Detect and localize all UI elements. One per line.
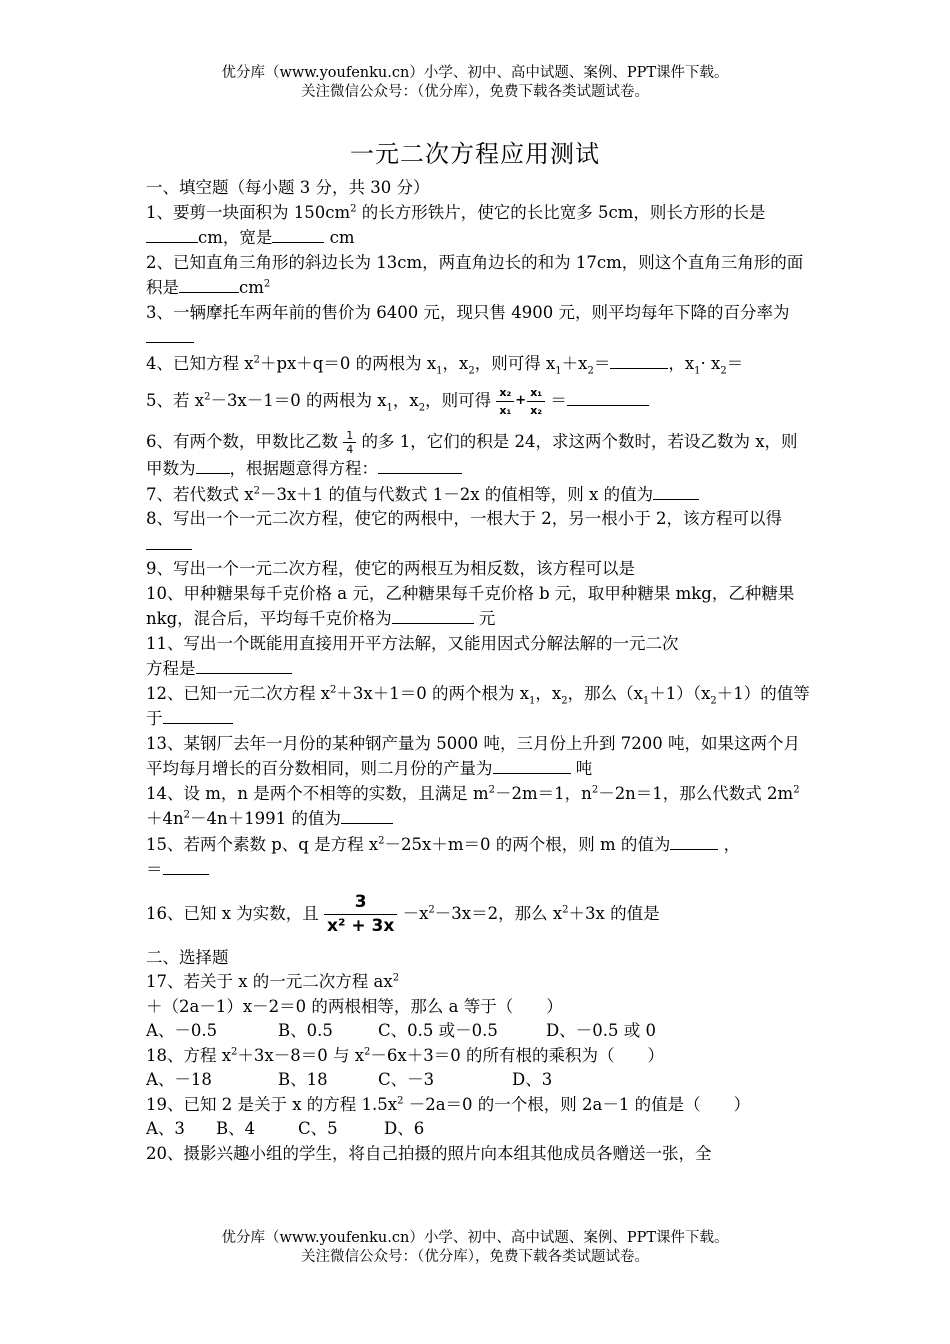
option-b: B、0.5: [278, 1021, 333, 1040]
question-11: 11、写出一个既能用直接用开平方法解，又能用因式分解法解的一元二次 方程是: [146, 633, 679, 678]
plus-sign: +: [515, 393, 527, 409]
option-a: A、－0.5: [146, 1021, 218, 1040]
answer-blank: [392, 606, 474, 624]
question-5: 5、若 $x^2-3x-1=0$ 的两根为 $x_1$，$x_2$，则可得 $\frac{\text{x₂}}{\text{x₁}}$ + $\frac{\text{x₁}}{\text{x₂}}$ ＝: [146, 384, 810, 419]
question-19: 19、已知 2 是关于 x 的方程 $1.5x^2 -2a=0$ 的一个根，则 2a－1 的值是（ ）: [146, 1094, 751, 1114]
answer-blank: [493, 756, 571, 774]
option-c: C、5: [298, 1119, 338, 1138]
answer-blank: [196, 456, 230, 474]
question-14: 14、设 m，n 是两个不相等的实数，且满足 $m^2-2m=1$，$n^2-2n=1$，那么代数式 $2m^2+4n^2-4n+1991$ 的值为: [146, 783, 800, 828]
question-4: 4、已知方程 $x^2+px+q=0$ 的两根为 $x_1$，$x_2$，则可得 $x_1+x_2=$ ，$x_1\cdot x_2=$: [146, 351, 810, 377]
option-d: D、3: [512, 1070, 553, 1089]
answer-blank: [653, 482, 699, 500]
question-8: 8、写出一个一元二次方程，使它的两根中，一根大于 2，另一根小于 2，该方程可以得: [146, 507, 810, 557]
answer-blank: [272, 225, 324, 243]
answer-blank: [163, 857, 209, 875]
exam-body: [146, 176, 810, 1166]
answer-blank: [146, 532, 192, 550]
option-b: B、18: [278, 1070, 328, 1089]
answer-blank: [146, 325, 194, 343]
page-footer: [0, 1229, 950, 1267]
question-18: 18、方程 $x^2+3x-8=0$ 与 $x^2-6x+3=0$ 的所有根的乘积为（ ）: [146, 1045, 664, 1065]
question-17: 17、若关于 x 的一元二次方程 $ax^2+(2a-1)x-2=0$ 的两根相等，那么 a 等于（ ）: [146, 972, 563, 1016]
answer-blank: [146, 225, 198, 243]
answer-blank: [196, 656, 292, 674]
header-line-2: 关注微信公众号：（优分库），免费下载各类试题试卷。: [301, 84, 649, 100]
question-9: 9、写出一个一元二次方程，使它的两根互为相反数，该方程可以是: [146, 559, 635, 578]
fraction-3-over-x2-plus-3x: $\frac{3}{\text{x² + 3x}}$: [324, 891, 397, 938]
question-3: 3、一辆摩托车两年前的售价为 6400 元，现只售 4900 元，则平均每年下降的百分率为: [146, 301, 810, 351]
question-1: 1、要剪一块面积为 $150cm^2$ 的长方形铁片，使它的长比宽多 5cm，则长方形的长是cm，宽是 cm: [146, 202, 766, 247]
fraction-x1-over-x2: $\frac{\text{x₁}}{\text{x₂}}$: [527, 384, 545, 419]
option-c: C、0.5 或－0.5: [378, 1021, 498, 1040]
option-c: C、－3: [378, 1070, 435, 1089]
question-6: 6、有两个数，甲数比乙数 $\frac{1}{4}$ 的多 1，它们的积是 24，求这两个数时，若设乙数为 x，则甲数为 ，根据题意得方程：: [146, 429, 798, 478]
question-10: 10、甲种糖果每千克价格 a 元，乙种糖果每千克价格 b 元，取甲种糖果 mkg，乙种糖果 nkg，混合后，平均每千克价格为 元: [146, 583, 795, 628]
answer-blank: [163, 706, 233, 724]
question-16: 16、已知 x 为实数，且 $\frac{3}{\text{x² + 3x}}$ $-x^2-3x=2$，那么 $x^2+3x$ 的值是: [146, 891, 660, 936]
question-15: 15、若两个素数 p、q 是方程 $x^2-25x+m=0$ 的两个根，则 m 的值为 ， ＝: [146, 832, 810, 883]
footer-line-1: 优分库（www.youfenku.cn）小学、初中、高中试题、案例、PPT课件下载。: [221, 1230, 729, 1246]
option-d: D、6: [384, 1119, 425, 1138]
option-b: B、4: [216, 1119, 256, 1138]
page-header: [0, 64, 950, 102]
section-heading-choice: 二、选择题: [146, 947, 229, 967]
option-a: A、－18: [146, 1070, 212, 1089]
fraction-x2-over-x1: $\frac{\text{x₂}}{\text{x₁}}$: [496, 384, 514, 419]
question-19-options: [146, 1117, 810, 1142]
question-2: 2、已知直角三角形的斜边长为 13cm，两直角边长的和为 17cm，则这个直角三角形的面积是 $cm^2$: [146, 252, 804, 297]
footer-line-2: 关注微信公众号：（优分库），免费下载各类试题试卷。: [301, 1249, 649, 1265]
section-heading-fill-blank: 一、填空题（每小题 3 分，共 30 分）: [146, 178, 430, 197]
question-7: 7、若代数式 $x^2-3x+1$ 的值与代数式 1－2x 的值相等，则 x 的值为: [146, 482, 810, 508]
header-line-1: 优分库（www.youfenku.cn）小学、初中、高中试题、案例、PPT课件下载。: [221, 65, 729, 81]
answer-blank: [670, 832, 718, 850]
question-13: 13、某钢厂去年一月份的某种钢产量为 5000 吨，三月份上升到 7200 吨，如果这两个月平均每月增长的百分数相同，则二月份的产量为 吨: [146, 733, 800, 778]
fraction-one-quarter: $\frac{1}{4}$: [343, 429, 356, 456]
question-12: 12、已知一元二次方程 $x^2+3x+1=0$ 的两个根为 $x_1$，$x_2$，那么$(x_1+1)(x_2+1)$的值等于: [146, 683, 810, 728]
answer-blank: [341, 806, 393, 824]
question-20: 20、摄影兴趣小组的学生，将自己拍摄的照片向本组其他成员各赠送一张，全: [146, 1143, 712, 1163]
page-title: 一元二次方程应用测试: [350, 140, 600, 168]
answer-blank: [567, 388, 649, 406]
question-17-options: [146, 1019, 810, 1044]
option-d: D、－0.5 或 0: [546, 1021, 656, 1040]
option-a: A、3: [146, 1119, 185, 1138]
answer-blank: [610, 351, 668, 369]
answer-blank: [378, 456, 462, 474]
question-18-options: [146, 1068, 810, 1093]
answer-blank: [179, 275, 239, 293]
